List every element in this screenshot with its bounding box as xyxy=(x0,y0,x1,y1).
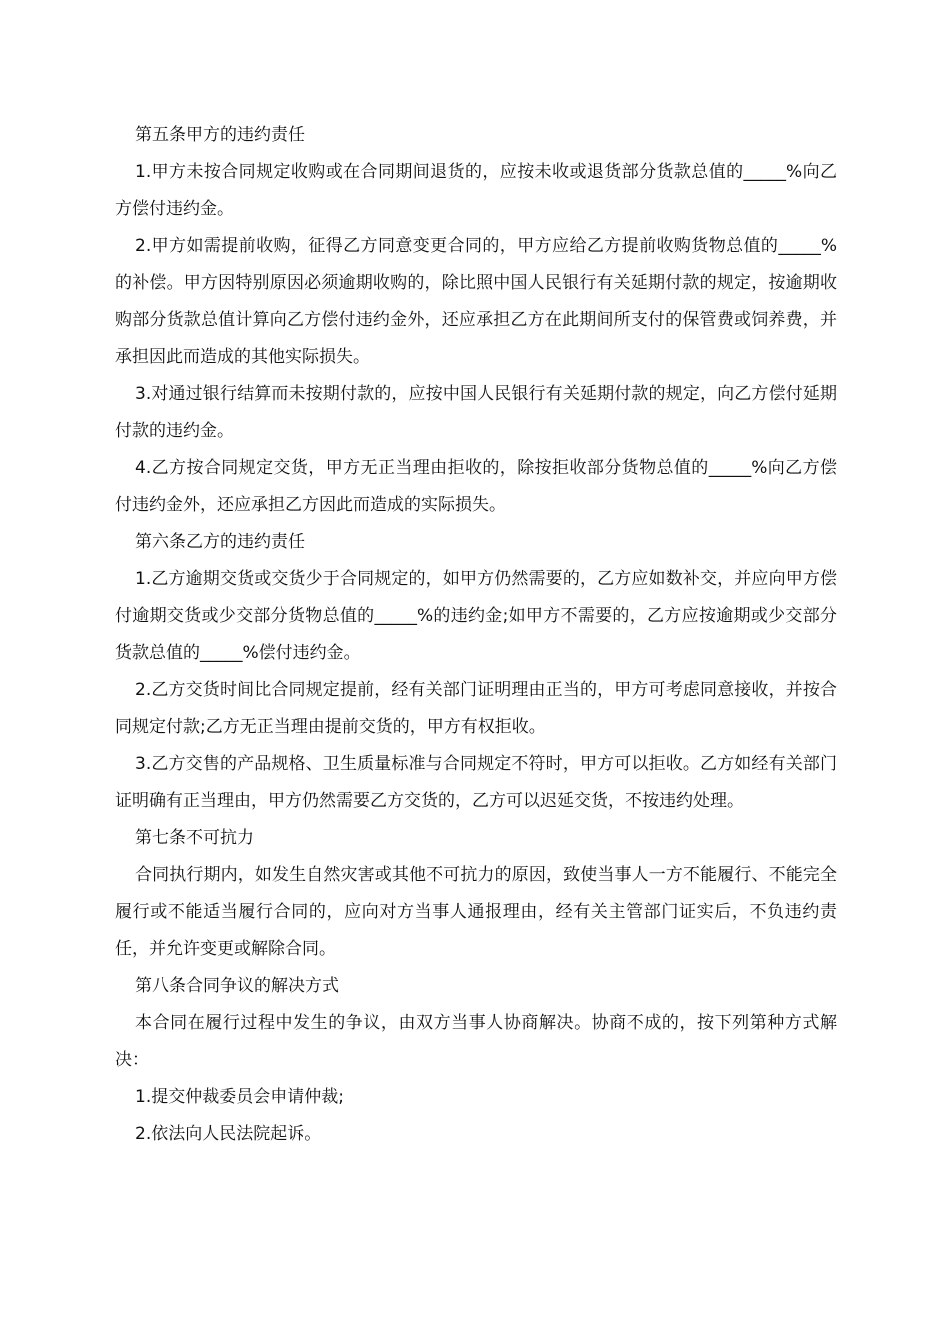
article-5-clause-4: 4.乙方按合同规定交货，甲方无正当理由拒收的，除按拒收部分货物总值的_____%向乙方偿付违约金外，还应承担乙方因此而造成的实际损失。 xyxy=(115,458,837,515)
article-8-option-2: 2.依法向人民法院起诉。 xyxy=(135,1124,322,1144)
article-8-option-1: 1.提交仲裁委员会申请仲裁; xyxy=(135,1087,344,1107)
article-5-clause-3: 3.对通过银行结算而未按期付款的，应按中国人民银行有关延期付款的规定，向乙方偿付延期付款的违约金。 xyxy=(115,384,837,441)
document-page xyxy=(115,117,837,1153)
article-7-body: 合同执行期内，如发生自然灾害或其他不可抗力的原因，致使当事人一方不能履行、不能完全履行或不能适当履行合同的，应向对方当事人通报理由，经有关主管部门证实后，不负违约责任，并允许变更或解除合同。 xyxy=(115,865,837,959)
article-8-heading: 第八条合同争议的解决方式 xyxy=(135,976,339,996)
article-5-clause-1: 1.甲方未按合同规定收购或在合同期间退货的，应按未收或退货部分货款总值的_____%向乙方偿付违约金。 xyxy=(115,162,837,219)
article-5-clause-2: 2.甲方如需提前收购，征得乙方同意变更合同的，甲方应给乙方提前收购货物总值的_____%的补偿。甲方因特别原因必须逾期收购的，除比照中国人民银行有关延期付款的规定，按逾期收购部分货款总值计算向乙方偿付违约金外，还应承担乙方在此期间所支付的保管费或饲养费，并承担因此而造成的其他实际损失。 xyxy=(115,236,837,367)
article-7-heading: 第七条不可抗力 xyxy=(135,828,254,848)
article-6-clause-1: 1.乙方逾期交货或交货少于合同规定的，如甲方仍然需要的，乙方应如数补交，并应向甲方偿付逾期交货或少交部分货物总值的_____%的违约金;如甲方不需要的，乙方应按逾期或少交部分货款总值的_____%偿付违约金。 xyxy=(115,569,837,663)
article-8-body: 本合同在履行过程中发生的争议，由双方当事人协商解决。协商不成的，按下列第种方式解决： xyxy=(115,1013,837,1070)
article-6-clause-2: 2.乙方交货时间比合同规定提前，经有关部门证明理由正当的，甲方可考虑同意接收，并按合同规定付款;乙方无正当理由提前交货的，甲方有权拒收。 xyxy=(115,680,837,737)
article-5-heading: 第五条甲方的违约责任 xyxy=(135,125,305,145)
article-6-clause-3: 3.乙方交售的产品规格、卫生质量标准与合同规定不符时，甲方可以拒收。乙方如经有关部门证明确有正当理由，甲方仍然需要乙方交货的，乙方可以迟延交货，不按违约处理。 xyxy=(115,754,837,811)
article-6-heading: 第六条乙方的违约责任 xyxy=(135,532,305,552)
